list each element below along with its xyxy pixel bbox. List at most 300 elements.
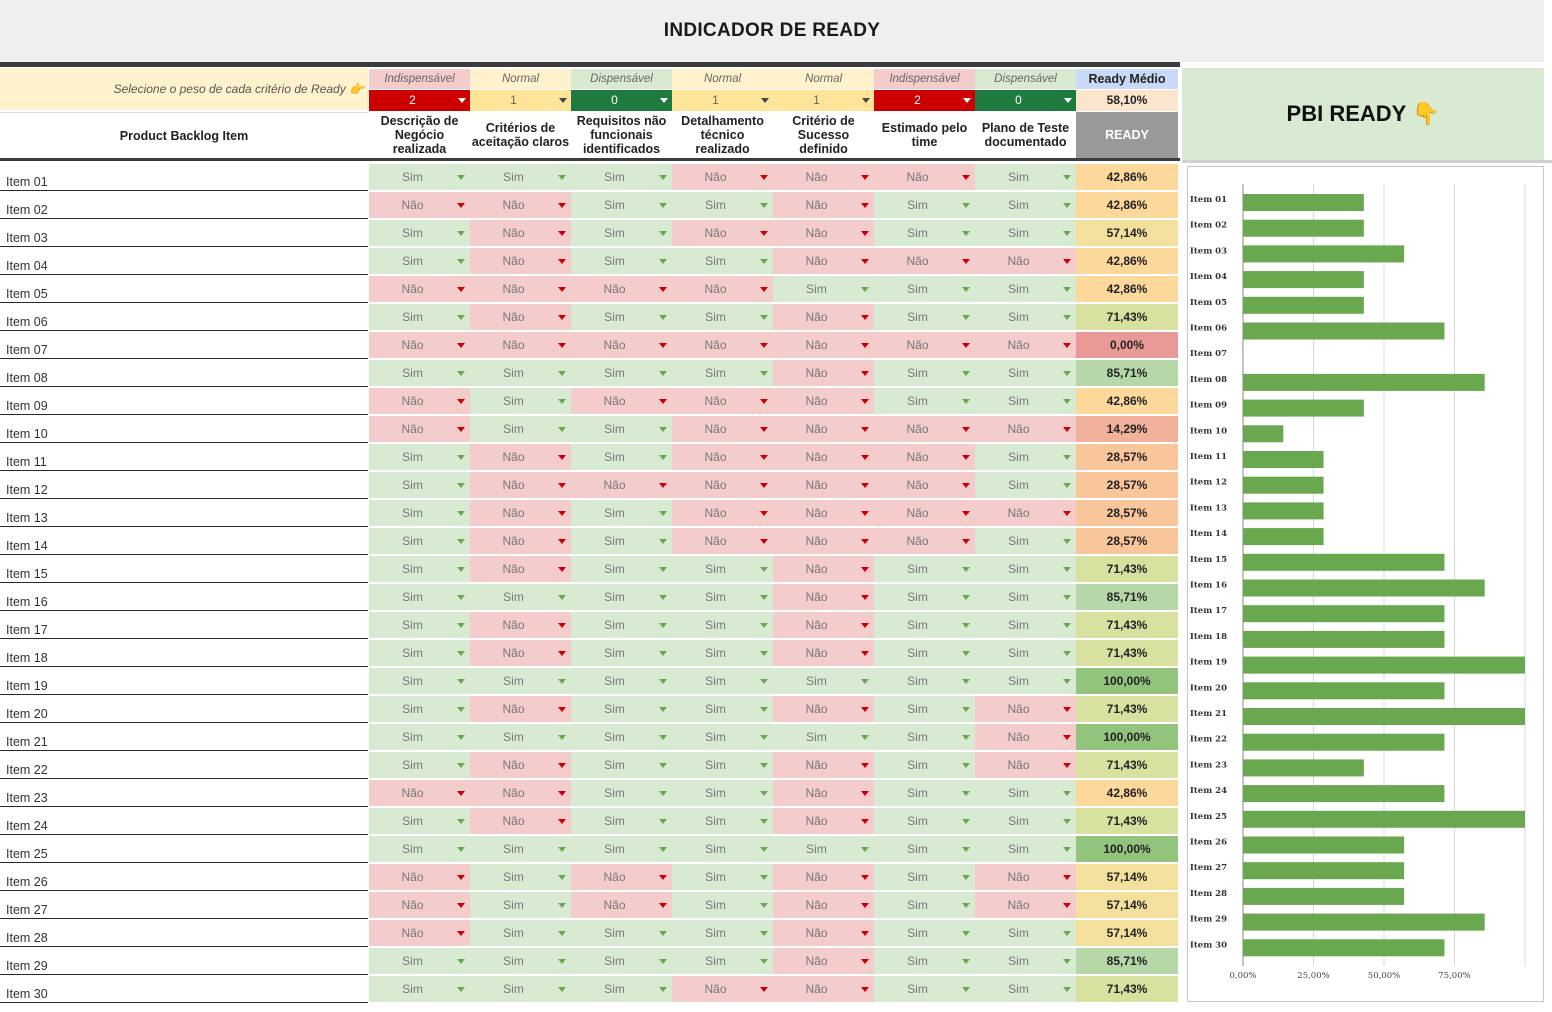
criteria-dropdown[interactable] [975,584,1076,611]
chevron-down-icon [659,203,667,208]
criteria-dropdown[interactable] [470,864,571,891]
criteria-dropdown[interactable] [571,584,672,611]
criteria-dropdown[interactable] [470,920,571,947]
chevron-down-icon [760,763,768,768]
chevron-down-icon [659,399,667,404]
table-row [0,528,1180,556]
criteria-dropdown[interactable] [672,500,773,527]
criteria-dropdown[interactable] [369,752,470,779]
chevron-down-icon [1063,371,1071,376]
criteria-dropdown[interactable] [773,444,874,471]
criteria-dropdown[interactable] [975,332,1076,359]
criteria-dropdown[interactable] [571,920,672,947]
criteria-dropdown[interactable] [874,948,975,975]
ready-percentage: 85,71% [1076,948,1178,975]
chevron-down-icon [558,875,566,880]
criteria-dropdown[interactable] [369,556,470,583]
criteria-dropdown[interactable] [672,444,773,471]
chart-category-label: Item 04 [1189,272,1227,283]
criteria-dropdown[interactable] [571,388,672,415]
chevron-down-icon [558,931,566,936]
criteria-dropdown[interactable] [369,416,470,443]
criteria-value: Sim [705,814,726,828]
criteria-dropdown[interactable] [773,276,874,303]
chevron-down-icon [458,98,466,103]
chevron-down-icon [861,371,869,376]
chart-bar [1243,811,1525,828]
criteria-dropdown[interactable] [975,388,1076,415]
criteria-dropdown[interactable] [470,808,571,835]
criteria-dropdown[interactable] [369,584,470,611]
criteria-value: Não [805,310,828,324]
criteria-dropdown[interactable] [369,332,470,359]
table-row [0,948,1180,976]
criteria-dropdown[interactable] [470,640,571,667]
criteria-value: Não [805,366,828,380]
criteria-dropdown[interactable] [470,556,571,583]
criteria-dropdown[interactable] [369,444,470,471]
criteria-dropdown[interactable] [773,584,874,611]
criteria-dropdown[interactable] [874,248,975,275]
criteria-value: Sim [1008,646,1029,660]
criteria-dropdown[interactable] [975,276,1076,303]
criteria-value: Não [704,226,727,240]
criteria-dropdown[interactable] [571,164,672,191]
criteria-dropdown[interactable] [773,836,874,863]
criteria-dropdown[interactable] [571,836,672,863]
criteria-dropdown[interactable] [773,360,874,387]
criteria-dropdown[interactable] [672,332,773,359]
criteria-dropdown[interactable] [369,164,470,191]
criteria-dropdown[interactable] [874,752,975,779]
criteria-dropdown[interactable] [369,976,470,1003]
chevron-down-icon [558,539,566,544]
criteria-dropdown[interactable] [975,360,1076,387]
criteria-dropdown[interactable] [470,612,571,639]
pbi-item-name: Item 02 [0,192,368,219]
criteria-dropdown[interactable] [773,556,874,583]
criteria-dropdown[interactable] [874,220,975,247]
criteria-dropdown[interactable] [773,332,874,359]
chart-category-label: Item 19 [1189,657,1227,668]
criteria-dropdown[interactable] [874,500,975,527]
criteria-dropdown[interactable] [874,416,975,443]
criteria-dropdown[interactable] [369,780,470,807]
criteria-dropdown[interactable] [672,472,773,499]
criteria-dropdown[interactable] [975,892,1076,919]
criteria-dropdown[interactable] [571,444,672,471]
criteria-dropdown[interactable] [773,304,874,331]
criteria-dropdown[interactable] [874,836,975,863]
criteria-dropdown[interactable] [874,444,975,471]
criteria-value: Não [401,394,424,408]
criteria-dropdown[interactable] [975,556,1076,583]
criteria-dropdown[interactable] [874,472,975,499]
criteria-dropdown[interactable] [571,864,672,891]
criteria-dropdown[interactable] [470,668,571,695]
criteria-dropdown[interactable] [874,584,975,611]
criteria-dropdown[interactable] [672,948,773,975]
criteria-dropdown[interactable] [672,976,773,1003]
chevron-down-icon [861,343,869,348]
chart-bar [1243,271,1364,288]
criteria-dropdown[interactable] [975,528,1076,555]
criteria-dropdown[interactable] [369,724,470,751]
criteria-dropdown[interactable] [672,528,773,555]
criteria-dropdown[interactable] [470,332,571,359]
criteria-dropdown[interactable] [672,220,773,247]
criteria-dropdown[interactable] [571,528,672,555]
criteria-dropdown[interactable] [672,248,773,275]
criteria-dropdown[interactable] [975,500,1076,527]
criteria-dropdown[interactable] [571,724,672,751]
criteria-dropdown[interactable] [672,780,773,807]
criteria-dropdown[interactable] [975,472,1076,499]
criteria-dropdown[interactable] [975,668,1076,695]
criteria-dropdown[interactable] [672,276,773,303]
criteria-header-text: Estimado pelo time [881,121,968,149]
chart-category-label: Item 22 [1189,734,1227,745]
criteria-dropdown[interactable] [470,248,571,275]
ready-percentage: 100,00% [1076,724,1178,751]
criteria-dropdown[interactable] [672,360,773,387]
criteria-dropdown[interactable] [672,864,773,891]
criteria-dropdown[interactable] [874,780,975,807]
criteria-dropdown[interactable] [975,752,1076,779]
criteria-dropdown[interactable] [369,612,470,639]
criteria-dropdown[interactable] [470,388,571,415]
criteria-dropdown[interactable] [874,892,975,919]
criteria-dropdown[interactable] [975,304,1076,331]
criteria-dropdown[interactable] [672,584,773,611]
chevron-down-icon [861,287,869,292]
criteria-dropdown[interactable] [571,304,672,331]
criteria-dropdown[interactable] [773,164,874,191]
criteria-dropdown[interactable] [470,220,571,247]
criteria-dropdown[interactable] [571,220,672,247]
criteria-value: Sim [604,366,625,380]
criteria-dropdown[interactable] [571,640,672,667]
criteria-dropdown[interactable] [975,612,1076,639]
criteria-dropdown[interactable] [470,360,571,387]
criteria-dropdown[interactable] [369,948,470,975]
criteria-dropdown[interactable] [470,892,571,919]
criteria-dropdown[interactable] [975,248,1076,275]
criteria-value: Não [401,338,424,352]
criteria-dropdown[interactable] [571,192,672,219]
criteria-dropdown[interactable] [975,808,1076,835]
chevron-down-icon [1063,959,1071,964]
criteria-dropdown[interactable] [571,976,672,1003]
chevron-down-icon [861,763,869,768]
weight-label-1 [369,69,470,89]
weight-dropdown-1[interactable] [369,90,470,111]
criteria-dropdown[interactable] [571,416,672,443]
criteria-value: Não [1007,870,1030,884]
criteria-dropdown[interactable] [874,360,975,387]
criteria-value: Não [805,758,828,772]
criteria-value: Sim [1008,282,1029,296]
criteria-dropdown[interactable] [369,500,470,527]
chart-category-label: Item 06 [1189,323,1227,334]
criteria-dropdown[interactable] [874,332,975,359]
chevron-down-icon [962,175,970,180]
criteria-dropdown[interactable] [874,724,975,751]
criteria-dropdown[interactable] [369,864,470,891]
weight-dropdown-3[interactable] [571,90,672,111]
criteria-value: Sim [604,170,625,184]
criteria-dropdown[interactable] [975,416,1076,443]
criteria-dropdown[interactable] [874,304,975,331]
chevron-down-icon [760,231,768,236]
criteria-dropdown[interactable] [975,164,1076,191]
criteria-dropdown[interactable] [470,780,571,807]
weight-dropdown-2[interactable] [470,90,571,111]
criteria-dropdown[interactable] [571,752,672,779]
criteria-dropdown[interactable] [672,836,773,863]
criteria-dropdown[interactable] [672,696,773,723]
criteria-dropdown[interactable] [874,864,975,891]
criteria-dropdown[interactable] [470,752,571,779]
criteria-dropdown[interactable] [672,192,773,219]
criteria-dropdown[interactable] [773,696,874,723]
criteria-dropdown[interactable] [369,696,470,723]
criteria-dropdown[interactable] [369,472,470,499]
criteria-dropdown[interactable] [571,948,672,975]
criteria-dropdown[interactable] [874,920,975,947]
ready-percentage: 71,43% [1076,752,1178,779]
criteria-dropdown[interactable] [571,360,672,387]
criteria-dropdown[interactable] [470,696,571,723]
criteria-value: Não [704,506,727,520]
criteria-dropdown[interactable] [874,192,975,219]
criteria-dropdown[interactable] [672,304,773,331]
chevron-down-icon [1063,399,1071,404]
criteria-value: Sim [806,282,827,296]
criteria-dropdown[interactable] [773,948,874,975]
criteria-dropdown[interactable] [773,388,874,415]
criteria-dropdown[interactable] [773,220,874,247]
criteria-dropdown[interactable] [571,780,672,807]
criteria-dropdown[interactable] [874,164,975,191]
criteria-dropdown[interactable] [975,444,1076,471]
criteria-dropdown[interactable] [571,612,672,639]
criteria-dropdown[interactable] [369,276,470,303]
criteria-dropdown[interactable] [773,668,874,695]
criteria-dropdown[interactable] [470,976,571,1003]
criteria-dropdown[interactable] [470,584,571,611]
chevron-down-icon [659,791,667,796]
criteria-dropdown[interactable] [773,612,874,639]
criteria-dropdown[interactable] [874,640,975,667]
chevron-down-icon [760,315,768,320]
criteria-dropdown[interactable] [773,724,874,751]
criteria-dropdown[interactable] [571,500,672,527]
criteria-dropdown[interactable] [672,416,773,443]
chart-tick-label: 75,00% [1438,971,1471,981]
criteria-dropdown[interactable] [672,612,773,639]
ready-percentage: 28,57% [1076,500,1178,527]
chevron-down-icon [659,847,667,852]
criteria-dropdown[interactable] [773,920,874,947]
criteria-dropdown[interactable] [470,528,571,555]
criteria-dropdown[interactable] [975,780,1076,807]
criteria-dropdown[interactable] [470,416,571,443]
criteria-dropdown[interactable] [874,976,975,1003]
criteria-dropdown[interactable] [571,808,672,835]
criteria-value: Sim [604,254,625,268]
chevron-down-icon [659,455,667,460]
criteria-dropdown[interactable] [874,388,975,415]
criteria-dropdown[interactable] [773,500,874,527]
criteria-dropdown[interactable] [672,556,773,583]
ready-percentage: 42,86% [1076,248,1178,275]
criteria-dropdown[interactable] [672,668,773,695]
criteria-dropdown[interactable] [975,724,1076,751]
criteria-dropdown[interactable] [369,248,470,275]
criteria-value: Sim [503,170,524,184]
criteria-dropdown[interactable] [672,164,773,191]
criteria-dropdown[interactable] [874,528,975,555]
table-row [0,304,1180,332]
criteria-value: Não [1007,422,1030,436]
criteria-dropdown[interactable] [369,892,470,919]
criteria-value: Sim [503,982,524,996]
pbi-item-name: Item 22 [0,752,368,779]
criteria-dropdown[interactable] [672,388,773,415]
criteria-dropdown[interactable] [773,864,874,891]
criteria-dropdown[interactable] [470,948,571,975]
criteria-dropdown[interactable] [773,248,874,275]
criteria-dropdown[interactable] [571,248,672,275]
chart-bar [1243,477,1324,494]
criteria-dropdown[interactable] [874,612,975,639]
weight-dropdown-4[interactable] [672,90,773,111]
criteria-dropdown[interactable] [571,276,672,303]
criteria-dropdown[interactable] [874,668,975,695]
criteria-dropdown[interactable] [369,192,470,219]
criteria-dropdown[interactable] [975,864,1076,891]
criteria-value: Não [704,478,727,492]
criteria-dropdown[interactable] [773,808,874,835]
chevron-down-icon [1063,651,1071,656]
criteria-dropdown[interactable] [773,976,874,1003]
criteria-value: Sim [503,674,524,688]
weight-dropdown-7[interactable] [975,90,1076,111]
criteria-dropdown[interactable] [571,472,672,499]
criteria-dropdown[interactable] [369,920,470,947]
criteria-dropdown[interactable] [571,696,672,723]
criteria-dropdown[interactable] [470,444,571,471]
criteria-dropdown[interactable] [672,920,773,947]
criteria-dropdown[interactable] [672,640,773,667]
criteria-value: Não [1007,506,1030,520]
chevron-down-icon [659,931,667,936]
weight-dropdown-6[interactable] [874,90,975,111]
criteria-value: Não [805,450,828,464]
criteria-dropdown[interactable] [369,808,470,835]
criteria-dropdown[interactable] [874,808,975,835]
ready-percentage: 71,43% [1076,696,1178,723]
criteria-dropdown[interactable] [975,640,1076,667]
criteria-dropdown[interactable] [773,528,874,555]
criteria-dropdown[interactable] [773,472,874,499]
criteria-dropdown[interactable] [773,192,874,219]
criteria-dropdown[interactable] [470,276,571,303]
criteria-dropdown[interactable] [470,836,571,863]
criteria-dropdown[interactable] [470,192,571,219]
criteria-value: Sim [705,254,726,268]
criteria-value: Sim [907,394,928,408]
criteria-dropdown[interactable] [773,416,874,443]
criteria-dropdown[interactable] [369,640,470,667]
criteria-value: Sim [604,954,625,968]
criteria-dropdown[interactable] [874,696,975,723]
criteria-dropdown[interactable] [470,724,571,751]
criteria-dropdown[interactable] [975,696,1076,723]
criteria-dropdown[interactable] [975,836,1076,863]
criteria-dropdown[interactable] [571,556,672,583]
criteria-dropdown[interactable] [975,192,1076,219]
criteria-value: Sim [604,786,625,800]
criteria-dropdown[interactable] [773,780,874,807]
criteria-dropdown[interactable] [672,892,773,919]
criteria-dropdown[interactable] [672,808,773,835]
chart-bar [1243,580,1485,597]
criteria-dropdown[interactable] [369,360,470,387]
criteria-dropdown[interactable] [470,500,571,527]
criteria-dropdown[interactable] [874,276,975,303]
criteria-value: Sim [705,646,726,660]
criteria-dropdown[interactable] [571,332,672,359]
criteria-value: Não [805,954,828,968]
criteria-dropdown[interactable] [369,668,470,695]
criteria-dropdown[interactable] [773,640,874,667]
weight-dropdown-5[interactable] [773,90,874,111]
criteria-dropdown[interactable] [571,892,672,919]
criteria-value: Não [906,254,929,268]
criteria-dropdown[interactable] [975,948,1076,975]
criteria-value: Não [704,450,727,464]
pbi-item-name: Item 09 [0,388,368,415]
criteria-value: Sim [907,898,928,912]
criteria-value: Não [805,786,828,800]
criteria-value: Sim [604,758,625,772]
criteria-value: Sim [705,730,726,744]
criteria-dropdown[interactable] [672,724,773,751]
criteria-dropdown[interactable] [470,164,571,191]
weight-label-text: Normal [804,73,843,85]
criteria-dropdown[interactable] [369,388,470,415]
criteria-dropdown[interactable] [470,304,571,331]
criteria-dropdown[interactable] [773,892,874,919]
chevron-down-icon [558,203,566,208]
criteria-dropdown[interactable] [369,220,470,247]
criteria-dropdown[interactable] [571,668,672,695]
criteria-value: Sim [1008,450,1029,464]
criteria-dropdown[interactable] [975,920,1076,947]
criteria-dropdown[interactable] [975,220,1076,247]
criteria-dropdown[interactable] [773,752,874,779]
criteria-dropdown[interactable] [874,556,975,583]
criteria-dropdown[interactable] [369,304,470,331]
criteria-dropdown[interactable] [369,836,470,863]
criteria-dropdown[interactable] [470,472,571,499]
criteria-dropdown[interactable] [672,752,773,779]
criteria-dropdown[interactable] [975,976,1076,1003]
criteria-dropdown[interactable] [369,528,470,555]
table-row [0,864,1180,892]
